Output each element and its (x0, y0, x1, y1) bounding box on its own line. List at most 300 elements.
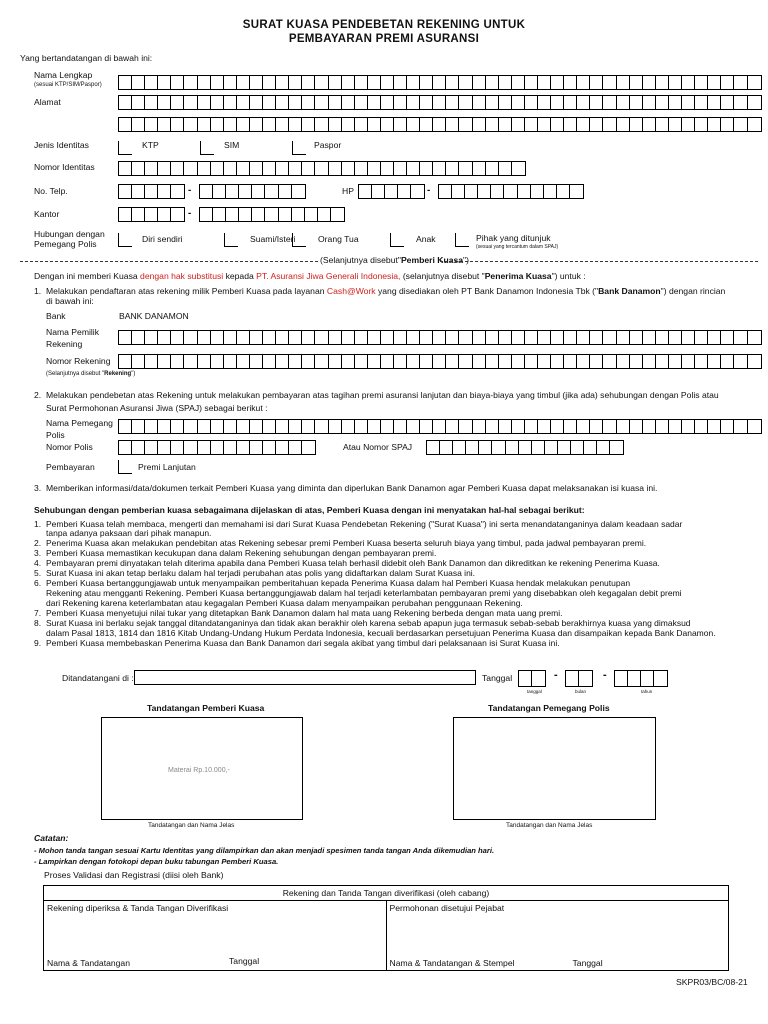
label-pemilik-2: Rekening (46, 339, 83, 349)
box-cell (433, 355, 446, 368)
item2-number: 2. (34, 390, 42, 400)
box-cell (250, 76, 263, 89)
box-cell (525, 355, 538, 368)
box-cell (532, 441, 545, 454)
box-cell (433, 96, 446, 109)
label-pemegang-2: Polis (46, 430, 65, 440)
box-cell (329, 162, 342, 175)
box-cell (224, 96, 237, 109)
box-cell (486, 355, 499, 368)
box-cell (630, 118, 643, 131)
box-cell (226, 185, 239, 198)
box-cell (289, 355, 302, 368)
box-cell (211, 76, 224, 89)
box-cell (433, 162, 446, 175)
box-cell (171, 208, 184, 221)
box-cell (368, 420, 381, 433)
box-cell (499, 420, 512, 433)
box-cell (224, 441, 237, 454)
box-cell (329, 355, 342, 368)
box-cell (641, 671, 654, 686)
box-cell (525, 420, 538, 433)
box-cell (237, 441, 250, 454)
box-cell (597, 441, 610, 454)
nomor-spaj-field[interactable] (426, 440, 624, 455)
box-cell (158, 420, 171, 433)
box-cell (318, 208, 331, 221)
box-cell (643, 96, 656, 109)
box-cell (656, 96, 669, 109)
box-cell (453, 441, 466, 454)
box-cell (198, 441, 211, 454)
box-cell (237, 76, 250, 89)
box-cell (525, 118, 538, 131)
term-8: 8. Surat Kuasa ini berlaku sejak tanggal ditandatanganinya dan tidak akan berakhir oleh karena sebab apapun juga termasuk sebab-sebab berakhirnya kuasa yang dimaksud dalam Pasal 1813, 1814 dan 1816 Kitab Undang-Undang Hukum Perdata Indonesia, kecuali berdasarkan persetujuan Penerima Kuasa dan disampaikan kepada Bank Danamon. (34, 618, 716, 638)
item2-text-2: Surat Permohonan Asuransi Jiwa (SPAJ) sebagai berikut : (46, 403, 268, 413)
box-cell (459, 76, 472, 89)
box-cell (617, 118, 630, 131)
box-cell (603, 96, 616, 109)
tahun-sublabel: tahun (641, 689, 653, 694)
box-cell (381, 331, 394, 344)
box-cell (132, 96, 145, 109)
box-cell (452, 185, 465, 198)
box-cell (407, 331, 420, 344)
box-cell (459, 420, 472, 433)
term-6: 6. Pemberi Kuasa bertanggungjawab untuk menyampaikan pemberitahuan kepada Penerima Kuasa dalam hal Pemberi Kuasa hendak melakukan penutupan Rekening atau mengganti Rekening. Pemberi Kuasa bertanggungjawab dalam hal terjadi keterlambatan pembayaran premi yang disebabkan oleh kegagalan debit premi dari Rekening karena keterlambatan atau kegagalan Pemberi Kuasa dalam menyampaikan perubahan penggunaan Rekening. (34, 578, 682, 608)
box-cell (721, 420, 734, 433)
box-cell (603, 76, 616, 89)
box-cell (557, 185, 570, 198)
box-cell (459, 118, 472, 131)
box-cell (512, 96, 525, 109)
box-cell (407, 162, 420, 175)
form-code: SKPR03/BC/08-21 (676, 977, 748, 987)
box-cell (420, 118, 433, 131)
verifikasi-header: Rekening dan Tanda Tangan diverifikasi (oleh cabang) (44, 886, 729, 901)
tanggal-month-field[interactable] (565, 670, 593, 687)
label-hubungan-2: Pemegang Polis (34, 239, 97, 249)
box-cell (315, 162, 328, 175)
box-cell (224, 162, 237, 175)
box-cell (519, 441, 532, 454)
box-cell (748, 76, 761, 89)
orang-tua-label: Orang Tua (318, 234, 359, 244)
box-cell (695, 76, 708, 89)
box-cell (617, 96, 630, 109)
box-cell (478, 185, 491, 198)
box-cell (302, 331, 315, 344)
box-cell (145, 441, 158, 454)
box-cell (615, 671, 628, 686)
box-cell (407, 355, 420, 368)
box-cell (420, 420, 433, 433)
box-cell (551, 420, 564, 433)
box-cell (708, 355, 721, 368)
box-cell (211, 331, 224, 344)
hp-number-field[interactable] (438, 184, 584, 199)
box-cell (433, 331, 446, 344)
box-cell (200, 185, 213, 198)
box-cell (224, 331, 237, 344)
box-cell (289, 76, 302, 89)
ttd-pemberi-caption: Tandatangan dan Nama Jelas (148, 822, 235, 829)
pihak-checkbox[interactable] (455, 233, 469, 247)
box-cell (132, 118, 145, 131)
page-title-line1: SURAT KUASA PENDEBETAN REKENING UNTUK (242, 19, 526, 31)
label-ditandatangani: Ditandatangani di : (62, 673, 134, 683)
box-cell (171, 420, 184, 433)
box-cell (158, 76, 171, 89)
box-cell (656, 420, 669, 433)
box-cell (342, 96, 355, 109)
separator-line-right (440, 261, 758, 262)
box-cell (669, 96, 682, 109)
box-cell (292, 208, 305, 221)
suami-isteri-checkbox[interactable] (224, 233, 238, 247)
box-cell (446, 420, 459, 433)
label-nama-note: (sesuai KTP/SIM/Paspor) (34, 82, 102, 88)
alamat-field-line1[interactable] (118, 95, 762, 110)
dash: - (603, 669, 607, 681)
box-cell (289, 96, 302, 109)
nama-pemegang-field[interactable] (118, 419, 762, 434)
box-cell (682, 420, 695, 433)
nomor-identitas-field[interactable] (118, 161, 526, 176)
box-cell (439, 185, 452, 198)
box-cell (532, 671, 545, 686)
box-cell (479, 441, 492, 454)
box-cell (224, 118, 237, 131)
box-cell (721, 96, 734, 109)
box-cell (748, 355, 761, 368)
verifikasi-left-cell[interactable] (44, 901, 387, 971)
box-cell (119, 441, 132, 454)
box-cell (329, 76, 342, 89)
box-cell (237, 355, 250, 368)
box-cell (184, 355, 197, 368)
box-cell (302, 420, 315, 433)
box-cell (239, 185, 252, 198)
verifikasi-right-cell[interactable] (386, 901, 729, 971)
box-cell (682, 76, 695, 89)
box-cell (158, 162, 171, 175)
box-cell (184, 96, 197, 109)
label-jenis-identitas: Jenis Identitas (34, 140, 89, 150)
box-cell (643, 420, 656, 433)
tanggal-day-field[interactable] (518, 670, 546, 687)
box-cell (407, 96, 420, 109)
box-cell (420, 331, 433, 344)
box-cell (695, 118, 708, 131)
box-cell (250, 96, 263, 109)
box-cell (368, 76, 381, 89)
label-alamat: Alamat (34, 97, 61, 107)
box-cell (263, 420, 276, 433)
box-cell (368, 162, 381, 175)
box-cell (381, 118, 394, 131)
box-cell (252, 208, 265, 221)
sehubungan-heading: Sehubungan dengan pemberian kuasa sebagaimana dijelaskan di atas, Pemberi Kuasa dengan ini menyatakan hal-hal sebagai berikut: (34, 505, 585, 515)
alamat-field-line2[interactable] (118, 117, 762, 132)
box-cell (171, 96, 184, 109)
term-5: 5. Surat Kuasa ini akan tetap berlaku dalam hal terjadi perubahan atas polis yang didaftarkan dalam Surat Kuasa ini. (34, 568, 476, 578)
label-nomor-identitas: Nomor Identitas (34, 162, 95, 172)
box-cell (564, 76, 577, 89)
box-cell (531, 185, 544, 198)
box-cell (630, 96, 643, 109)
box-cell (211, 162, 224, 175)
box-cell (368, 355, 381, 368)
box-cell (748, 420, 761, 433)
box-cell (145, 76, 158, 89)
box-cell (198, 331, 211, 344)
box-cell (446, 355, 459, 368)
term-1: 1. Pemberi Kuasa telah membaca, mengerti dan memahami isi dari Surat Kuasa Pendebetan Rekening ("Surat Kuasa") ini serta menandatanganinya dalam keadaan sadar tanpa adanya paksaan dari pihak manapun. (34, 519, 683, 538)
box-cell (224, 355, 237, 368)
kantor-area-field[interactable] (118, 207, 185, 222)
pihak-note: (sesuai yang tercantum dalam SPAJ) (476, 244, 559, 250)
box-cell (566, 671, 579, 686)
box-cell (119, 162, 132, 175)
box-cell (132, 185, 145, 198)
box-cell (237, 118, 250, 131)
box-cell (584, 441, 597, 454)
box-cell (571, 441, 584, 454)
box-cell (359, 185, 372, 198)
box-cell (446, 76, 459, 89)
orang-tua-checkbox[interactable] (292, 233, 306, 247)
verifikasi-table (43, 885, 729, 971)
box-cell (564, 118, 577, 131)
nomor-rekening-field[interactable] (118, 354, 762, 369)
item1-text: Melakukan pendaftaran atas rekening milik Pemberi Kuasa pada layanan Cash@Work yang disediakan oleh PT Bank Danamon Indonesia Tbk ("Bank Danamon") dengan rincian (46, 286, 726, 296)
box-cell (315, 355, 328, 368)
box-cell (342, 355, 355, 368)
box-cell (579, 671, 592, 686)
box-cell (538, 118, 551, 131)
box-cell (158, 96, 171, 109)
label-nomor-polis: Nomor Polis (46, 442, 93, 452)
kuasa-statement: Dengan ini memberi Kuasa dengan hak substitusi kepada PT. Asuransi Jiwa Generali Indonesia, (selanjutnya disebut "Penerima Kuasa") untuk : (34, 271, 586, 281)
box-cell (748, 118, 761, 131)
paspor-label: Paspor (314, 140, 342, 150)
box-cell (158, 441, 171, 454)
box-cell (407, 420, 420, 433)
ttd-pemegang-caption: Tandatangan dan Nama Jelas (506, 822, 593, 829)
box-cell (265, 208, 278, 221)
box-cell (459, 162, 472, 175)
box-cell (545, 441, 558, 454)
term-9: 9. Pemberi Kuasa membebaskan Penerima Kuasa dan Bank Danamon dari segala akibat yang timbul dari pelaksanaan isi Surat Kuasa ini. (34, 638, 560, 648)
nama-lengkap-field[interactable] (118, 75, 762, 90)
box-cell (145, 162, 158, 175)
ktp-checkbox[interactable] (118, 141, 132, 155)
box-cell (512, 420, 525, 433)
box-cell (525, 76, 538, 89)
box-cell (381, 96, 394, 109)
box-cell (329, 96, 342, 109)
bank-value: BANK DANAMON (119, 311, 189, 321)
box-cell (158, 118, 171, 131)
box-cell (315, 118, 328, 131)
item3-text: Memberikan informasi/data/dokumen terkait Pemberi Kuasa yang diminta dan diperlukan Bank Danamon agar Pemberi Kuasa dapat melaksanakan isi kuasa ini. (46, 483, 658, 493)
box-cell (171, 76, 184, 89)
box-cell (171, 118, 184, 131)
hp-prefix-field[interactable] (358, 184, 425, 199)
box-cell (491, 185, 504, 198)
tanggal-right-label: Tanggal (572, 958, 603, 968)
box-cell (368, 331, 381, 344)
box-cell (420, 355, 433, 368)
kantor-number-field[interactable] (199, 207, 345, 222)
box-cell (184, 162, 197, 175)
box-cell (145, 208, 158, 221)
box-cell (564, 331, 577, 344)
box-cell (276, 96, 289, 109)
box-cell (381, 355, 394, 368)
box-cell (656, 118, 669, 131)
box-cell (610, 441, 623, 454)
box-cell (669, 355, 682, 368)
box-cell (263, 441, 276, 454)
box-cell (276, 76, 289, 89)
box-cell (355, 162, 368, 175)
box-cell (682, 118, 695, 131)
ttd-pemberi-box[interactable] (101, 717, 303, 820)
ditandatangani-field[interactable] (134, 670, 476, 685)
dash: - (188, 208, 192, 219)
item2-text: Melakukan pendebetan atas Rekening untuk melakukan pembayaran atas tagihan premi asuransi lanjutan dan biaya-biaya yang timbul (jika ada) sehubungan dengan Polis atau (46, 390, 719, 400)
sim-checkbox[interactable] (200, 141, 214, 155)
box-cell (394, 355, 407, 368)
box-cell (473, 76, 486, 89)
box-cell (748, 96, 761, 109)
box-cell (302, 96, 315, 109)
box-cell (617, 420, 630, 433)
box-cell (643, 355, 656, 368)
box-cell (656, 76, 669, 89)
box-cell (368, 96, 381, 109)
box-cell (617, 331, 630, 344)
box-cell (473, 355, 486, 368)
ttd-pemegang-box[interactable] (453, 717, 656, 820)
box-cell (289, 441, 302, 454)
box-cell (237, 420, 250, 433)
ttd-pemberi-heading: Tandatangan Pemberi Kuasa (147, 703, 265, 713)
verifikasi-left-label: Rekening diperiksa & Tanda Tangan Diverifikasi (47, 903, 229, 913)
box-cell (734, 76, 747, 89)
box-cell (119, 331, 132, 344)
box-cell (721, 76, 734, 89)
box-cell (590, 118, 603, 131)
box-cell (446, 331, 459, 344)
box-cell (603, 355, 616, 368)
ktp-label: KTP (142, 140, 159, 150)
label-kantor: Kantor (34, 209, 60, 219)
box-cell (499, 355, 512, 368)
box-cell (499, 162, 512, 175)
box-cell (171, 441, 184, 454)
box-cell (342, 162, 355, 175)
box-cell (538, 355, 551, 368)
box-cell (211, 96, 224, 109)
box-cell (512, 118, 525, 131)
catatan-2: - Lampirkan dengan fotokopi depan buku tabungan Pemberi Kuasa. (34, 857, 279, 866)
box-cell (263, 355, 276, 368)
box-cell (473, 96, 486, 109)
box-cell (708, 76, 721, 89)
box-cell (276, 162, 289, 175)
box-cell (211, 355, 224, 368)
box-cell (184, 76, 197, 89)
box-cell (171, 331, 184, 344)
box-cell (250, 355, 263, 368)
box-cell (459, 355, 472, 368)
box-cell (184, 420, 197, 433)
telp-area-field[interactable] (118, 184, 185, 199)
paspor-checkbox[interactable] (292, 141, 306, 155)
bulan-sublabel: bulan (575, 689, 587, 694)
box-cell (145, 96, 158, 109)
anak-label: Anak (416, 234, 436, 244)
box-cell (486, 420, 499, 433)
box-cell (355, 76, 368, 89)
label-spaj: Atau Nomor SPAJ (343, 442, 413, 452)
box-cell (119, 96, 132, 109)
box-cell (721, 355, 734, 368)
nomor-polis-field[interactable] (118, 440, 316, 455)
label-tanggal: Tanggal (482, 673, 513, 683)
box-cell (682, 355, 695, 368)
box-cell (302, 162, 315, 175)
box-cell (237, 96, 250, 109)
box-cell (695, 355, 708, 368)
box-cell (276, 331, 289, 344)
tanggal-year-field[interactable] (614, 670, 668, 687)
box-cell (355, 331, 368, 344)
box-cell (708, 331, 721, 344)
box-cell (603, 331, 616, 344)
box-cell (119, 420, 132, 433)
box-cell (721, 331, 734, 344)
box-cell (486, 118, 499, 131)
nama-ttd-label: Nama & Tandatangan (47, 958, 130, 968)
box-cell (381, 420, 394, 433)
box-cell (132, 76, 145, 89)
box-cell (250, 331, 263, 344)
telp-number-field[interactable] (199, 184, 306, 199)
box-cell (446, 118, 459, 131)
box-cell (237, 162, 250, 175)
box-cell (512, 76, 525, 89)
box-cell (302, 118, 315, 131)
box-cell (315, 420, 328, 433)
box-cell (289, 118, 302, 131)
box-cell (669, 76, 682, 89)
box-cell (211, 118, 224, 131)
box-cell (459, 96, 472, 109)
box-cell (394, 76, 407, 89)
premi-lanjutan-checkbox[interactable] (118, 460, 132, 474)
anak-checkbox[interactable] (390, 233, 404, 247)
box-cell (669, 331, 682, 344)
nama-pemilik-field[interactable] (118, 330, 762, 345)
diri-sendiri-checkbox[interactable] (118, 233, 132, 247)
box-cell (263, 118, 276, 131)
box-cell (198, 420, 211, 433)
box-cell (577, 331, 590, 344)
